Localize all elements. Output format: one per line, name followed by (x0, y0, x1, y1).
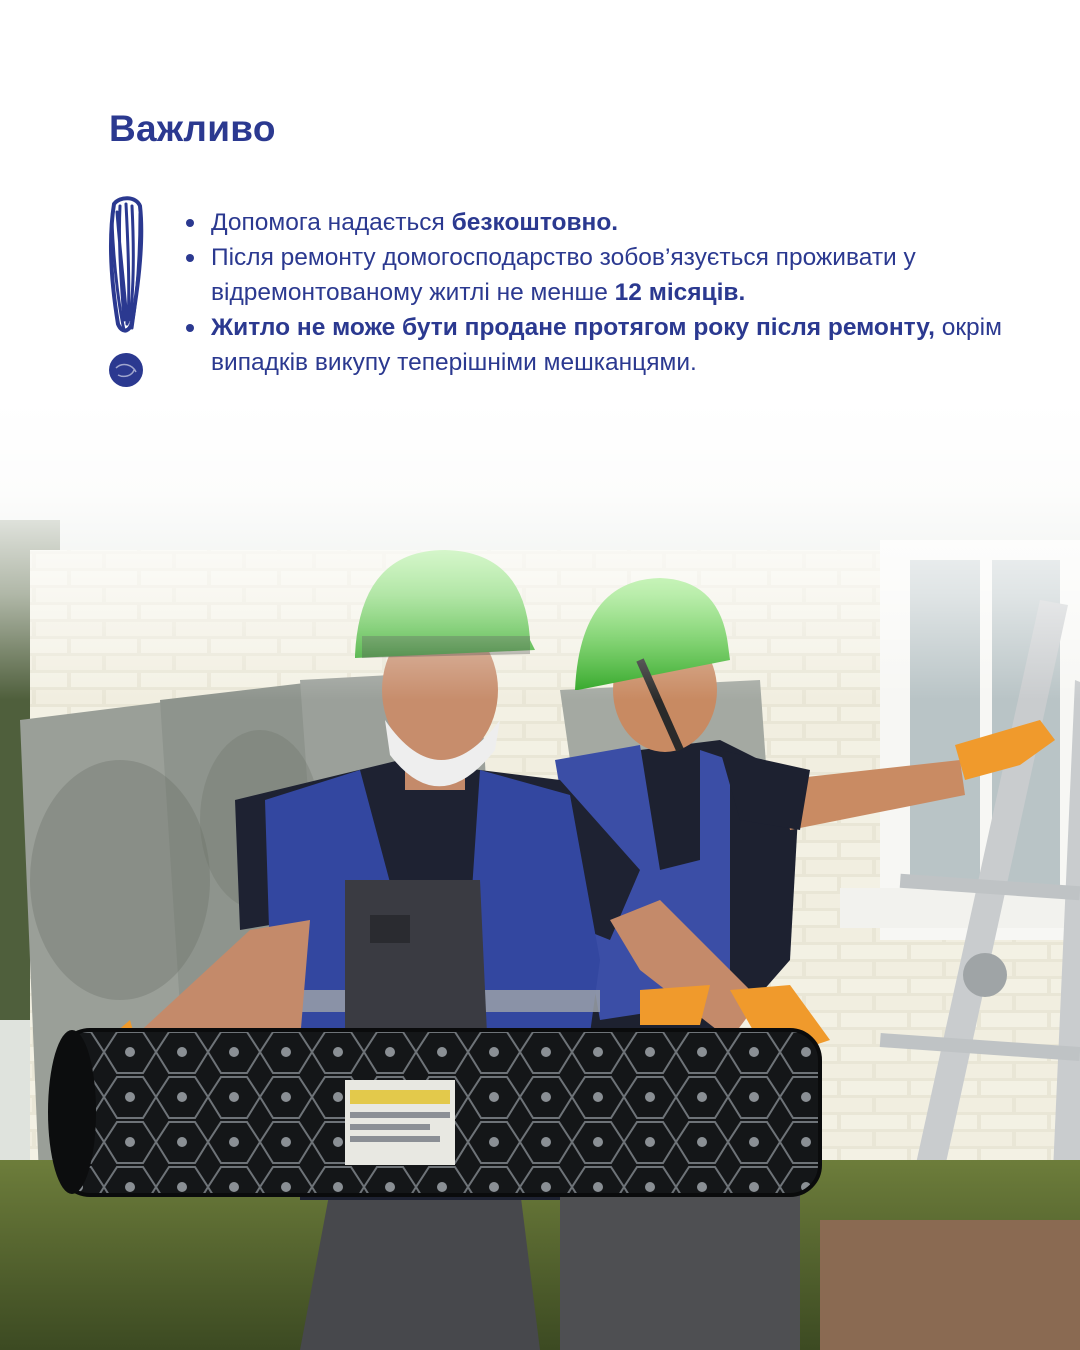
list-item (184, 205, 1044, 240)
list-item (184, 310, 1044, 380)
workers-photo (0, 400, 1080, 1350)
list-item (184, 240, 1044, 310)
bullet-text-bold: безкоштовно. (451, 209, 619, 236)
bullet-text: окрім випадків викупу теперішніми мешканцями. (211, 314, 1002, 376)
bullet-text: Допомога надається (211, 209, 452, 236)
bullet-text-bold: Житло не може бути продане протягом року після ремонту, (211, 314, 935, 341)
workers-photo-illustration (0, 400, 1080, 1350)
exclamation-mark-icon (100, 192, 156, 392)
bullet-text-bold: 12 місяців. (614, 279, 746, 306)
bullet-text: Після ремонту домогосподарство зобов’язується проживати у відремонтованому житлі не менше (211, 244, 916, 306)
important-notes-list (184, 205, 1044, 380)
page-title: Важливо (109, 108, 276, 149)
